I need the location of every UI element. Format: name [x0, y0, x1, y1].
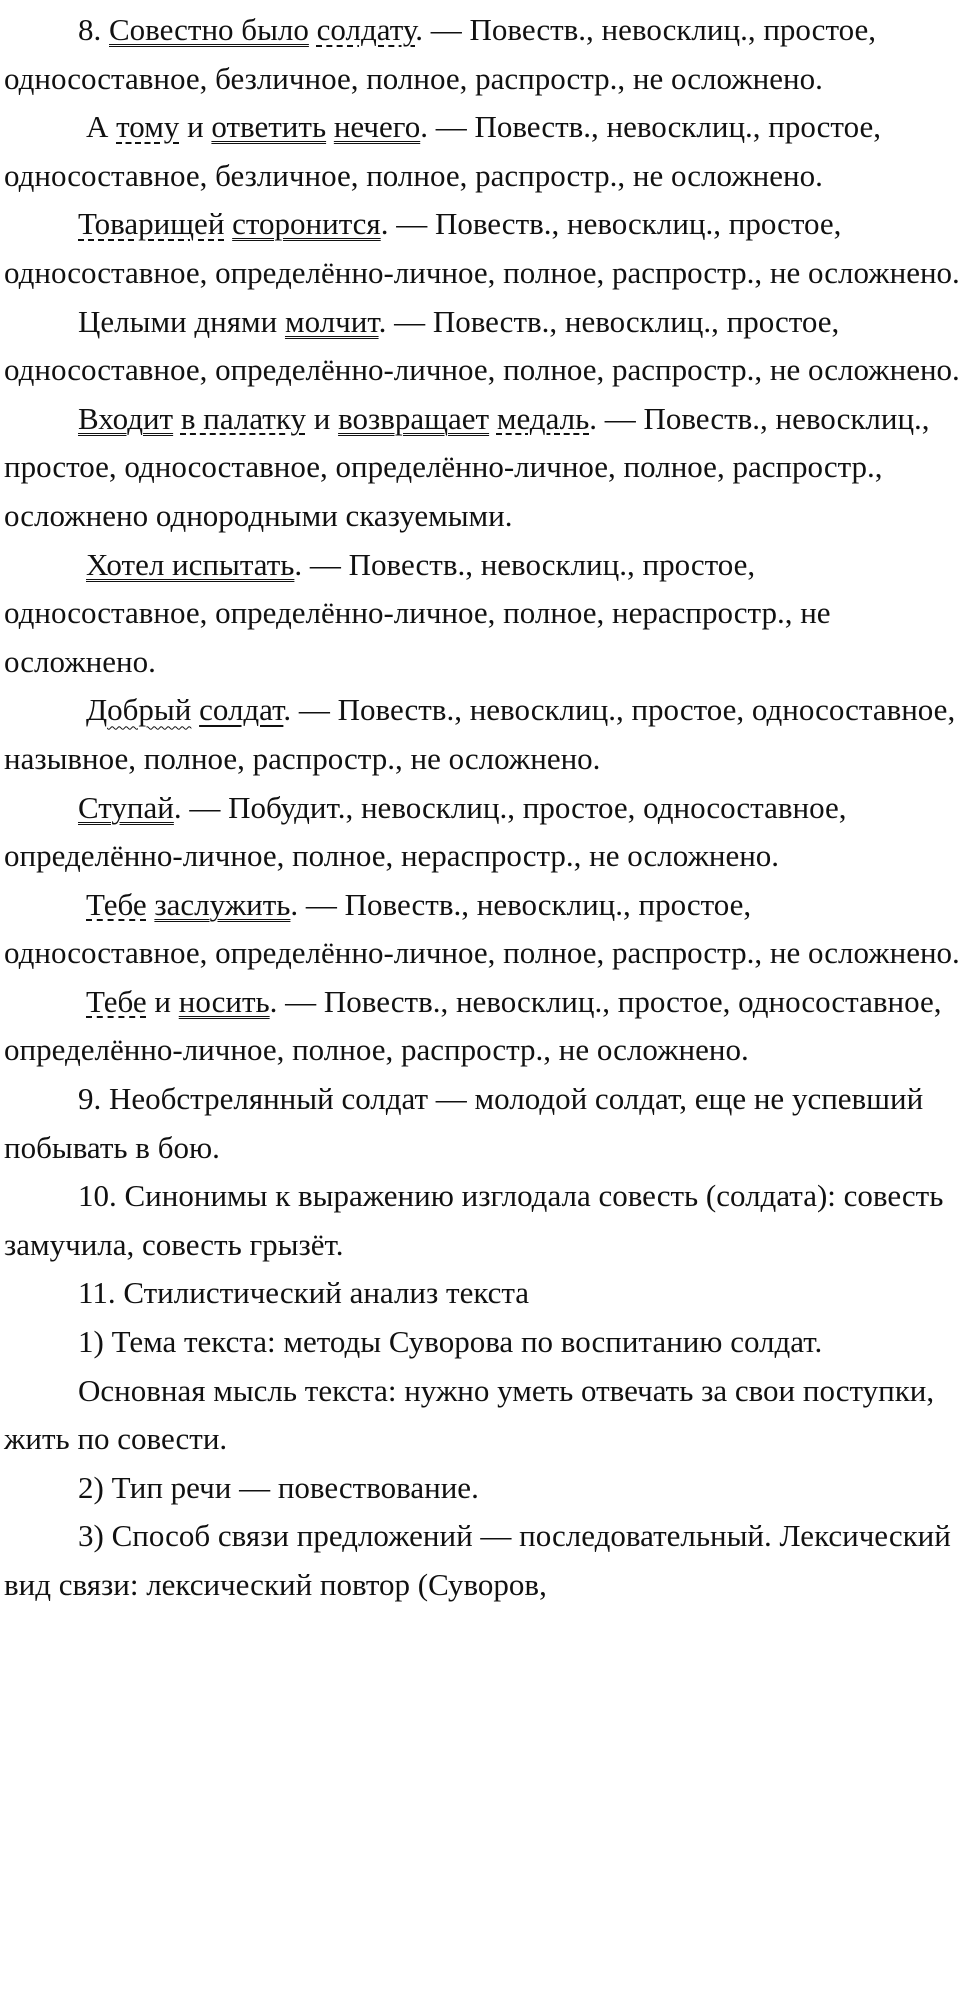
underlined-sentence-member: носить [178, 983, 270, 1019]
paragraph [4, 1172, 960, 1269]
paragraph [4, 1367, 960, 1464]
text-run: 2) Тип речи — повествование. [78, 1469, 479, 1505]
text-run: 1) Тема текста: методы Суворова по воспитанию солдат. [78, 1324, 823, 1360]
paragraph [4, 6, 960, 103]
text-run: . — Повеств., невосклиц., простое, односоставное, определённо-личное, полное, распростр., не осложнено. [4, 983, 942, 1068]
underlined-sentence-member: в палатку [180, 400, 306, 436]
text-run: . — Повеств., невосклиц., простое, односоставное, определённо-личное, полное, распростр., не осложнено. [4, 206, 960, 290]
underlined-sentence-member: Хотел испытать [86, 546, 295, 582]
underlined-sentence-member: Тебе [86, 886, 147, 922]
text-run: 3) Способ связи предложений — последовательный. Лексический вид связи: лексический повтор (Суворов, [4, 1518, 951, 1602]
text-run: 9. Необстрелянный солдат — молодой солдат, еще не успевший побывать в бою. [4, 1081, 924, 1165]
text-run: . — Повеств., невосклиц., простое, односоставное, определённо-личное, полное, нераспростр., не осложнено. [4, 546, 831, 679]
text-run: Основная мысль текста: нужно уметь отвечать за свои поступки, жить по совести. [4, 1372, 935, 1457]
text-run: . — Повеств., невосклиц., простое, односоставное, определённо-личное, полное, распростр., не осложнено. [4, 886, 960, 971]
paragraph [4, 103, 960, 200]
underlined-sentence-member: сторонится [232, 206, 381, 242]
text-run: . — Повеств., невосклиц., простое, односоставное, определённо-личное, полное, распростр., не осложнено. [4, 303, 960, 388]
text-run [326, 109, 334, 144]
paragraph [4, 1512, 960, 1609]
text-run: 8. [78, 12, 109, 47]
underlined-sentence-member: ответить [211, 109, 327, 145]
underlined-sentence-member: Ступай [78, 789, 174, 825]
text-run [224, 206, 232, 241]
text-run [309, 12, 317, 47]
paragraph [4, 541, 960, 687]
text-run: . — Повеств., невосклиц., простое, односоставное, безличное, полное, распростр., не осложнено. [4, 12, 876, 96]
underlined-sentence-member: Совестно было [109, 12, 309, 47]
paragraph [4, 1318, 960, 1367]
underlined-sentence-member: Добрый [86, 692, 192, 728]
text-run: . — Повеств., невосклиц., простое, односоставное, безличное, полное, распростр., не осложнено. [4, 109, 881, 193]
underlined-sentence-member: Входит [78, 400, 174, 436]
underlined-sentence-member: Тебе [86, 983, 147, 1019]
paragraph [4, 978, 960, 1075]
paragraph [4, 395, 960, 541]
underlined-sentence-member: заслужить [154, 886, 291, 922]
paragraph [4, 1269, 960, 1318]
text-run: . — Повеств., невосклиц., простое, односоставное, определённо-личное, полное, распростр., осложнено однородными сказуемыми. [4, 400, 930, 533]
paragraph [4, 686, 960, 783]
text-run: А [86, 109, 117, 145]
text-run [173, 401, 181, 436]
underlined-sentence-member: Товарищей [78, 206, 225, 242]
text-run: . — Повеств., невосклиц., простое, односоставное, назывное, полное, распростр., не осложнено. [4, 692, 956, 776]
underlined-sentence-member: солдат [199, 692, 284, 728]
paragraph [4, 1075, 960, 1172]
underlined-sentence-member: нечего [333, 109, 421, 145]
text-run: и [146, 983, 179, 1019]
underlined-sentence-member: молчит [284, 303, 379, 339]
text-run [191, 692, 199, 727]
underlined-sentence-member: тому [116, 109, 180, 145]
paragraph [4, 298, 960, 395]
paragraph [4, 200, 960, 297]
text-run: и [305, 400, 339, 436]
paragraph [4, 1464, 960, 1513]
text-run: и [179, 109, 212, 145]
text-run: . — Побудит., невосклиц., простое, односоставное, определённо-личное, полное, нераспростр., не осложнено. [4, 789, 847, 874]
text-run: 11. Стилистический анализ текста [78, 1275, 530, 1311]
paragraph [4, 784, 960, 881]
underlined-sentence-member: возвращает [338, 400, 490, 436]
text-run [489, 401, 497, 436]
text-run: Целыми днями [78, 303, 285, 339]
underlined-sentence-member: солдату [316, 12, 416, 47]
text-run: 10. Синонимы к выражению изглодала совесть (солдата): совесть замучила, совесть грызёт. [4, 1178, 944, 1262]
paragraph [4, 881, 960, 978]
underlined-sentence-member: медаль [496, 400, 590, 436]
